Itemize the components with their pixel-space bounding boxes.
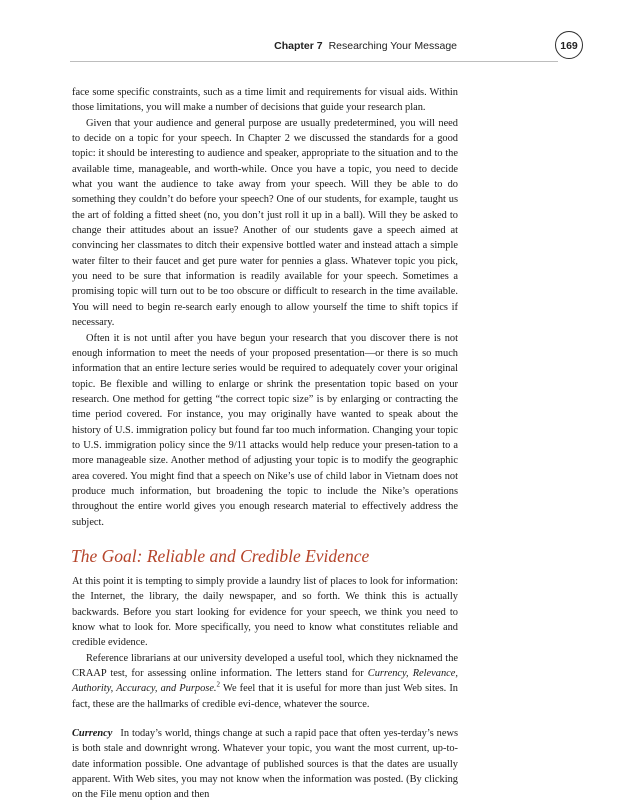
craap-text-after: We feel that it is useful for more than just Web sites. In fact, these are the hallmarks of credible evi-dence, whatever the source.: [72, 683, 458, 710]
chapter-title: Researching Your Message: [328, 40, 457, 52]
paragraph-currency: [72, 726, 458, 803]
section-heading: The Goal: Reliable and Credible Evidence: [71, 545, 370, 566]
paragraph: face some specific constraints, such as a time limit and requirements for visual aids. Within those limitations, you will make a number of decisions that guide your research plan.: [72, 87, 458, 114]
craap-text-before: Reference librarians at our university developed a useful tool, which they nicknamed the CRAAP test, for assessing online information. The letters stand for: [72, 652, 458, 680]
paragraph-craap: [72, 651, 458, 712]
body-text: [72, 85, 458, 803]
chapter-heading: [274, 40, 457, 52]
header-rule: [70, 61, 558, 62]
paragraph: At this point it is tempting to simply provide a laundry list of places to look for information: the Internet, the library, the daily newspaper, and so forth. We think this is actually backwards. Before you start looking for evidence for your speech, we think you need to know what to look for. More specifically, you need to know what constitutes reliable and credible evidence.: [72, 575, 458, 649]
chapter-label: Chapter 7: [274, 40, 323, 52]
currency-text: In today’s world, things change at such a rapid pace that often yes-terday’s news is both stale and downright wrong. Whatever your topic, you want the most current, up-to-date information possible. One advantage of published sources is that the dates are usually apparent. With Web sites, you may not know when the information was posted. (By clicking on the File menu option and then: [72, 728, 458, 801]
craap-criteria: Currency, Relevance, Authority, Accuracy, and Purpose.: [72, 668, 458, 695]
paragraph: Often it is not until after you have begun your research that you discover there is not enough information to meet the needs of your proposed presentation—or there is so much information that an entire lecture series would be required to adequately cover your original topic. Be flexible and willing to enlarge or shrink the presentation topic based on your research. One method for getting “the correct topic size” is by enlarging or contracting the time period covered. For instance, you may originally have wanted to speak about the history of U.S. immigration policy but found far too much information. Changing your topic to U.S. immigration policy since the 9/11 attacks would help reduce your presen-tation to a more manageable size. Another method of adjusting your topic is to modify the geographic area covered. You might find that a speech on Nike’s use of child labor in Vietnam does not produce much information, but broadening the topic to include the Nike’s operations throughout the entire world gives you enough research material to effectively address the subject.: [72, 332, 458, 528]
currency-run-in-heading: Currency: [72, 728, 113, 740]
running-header: [0, 38, 633, 58]
footnote-marker: 2: [216, 680, 221, 689]
paragraph: Given that your audience and general purpose are usually predetermined, you will need to decide on a topic for your speech. In Chapter 2 we discussed the standards for a good topic: it should be interesting to audience and speaker, appropriate to the situation and to the available time, manageable, and worth-while. Once you have a topic, you need to decide what you want the audience to take away from your speech. Will they be able to do something they couldn’t do before your speech? One of our students, for example, taught us the art of folding a fitted sheet (no, you don’t just roll it up in a ball). Will they be asked to change their attitudes about an issue? Another of our students gave a speech aimed at convincing her classmates to ditch their expensive bottled water and instead attach a simple water filter to their faucet and get pure water for pennies a glass. Whatever topic you pick, you need to be sure that information is readily available for your speech. Sometimes a promising topic will turn out to be too obscure or difficult to research in the time available. You will need to begin re-search early enough to allow yourself the time to shift topics if necessary.: [72, 117, 458, 329]
page-number-badge: 169: [555, 31, 583, 59]
